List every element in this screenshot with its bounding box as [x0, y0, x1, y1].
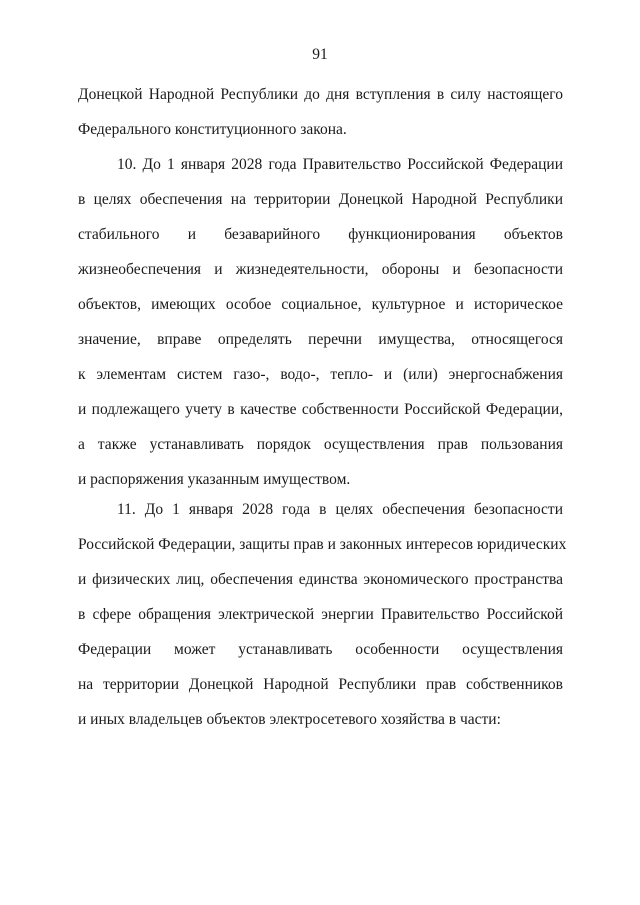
paragraph-item-10 [78, 156, 563, 506]
text-line: Федерального конституционного закона. [78, 121, 347, 138]
text-line: и физических лиц, обеспечения единства экономического пространства [78, 571, 563, 588]
paragraph-continuation [78, 86, 563, 156]
text-line: Федерации может устанавливать особенности осуществления [78, 641, 563, 658]
text-line: значение, вправе определять перечни имущества, относящегося [78, 331, 563, 348]
text-line: в сфере обращения электрической энергии Правительство Российской [78, 606, 563, 623]
text-line: в целях обеспечения на территории Донецкой Народной Республики [78, 191, 563, 208]
text-line: объектов, имеющих особое социальное, культурное и историческое [78, 296, 563, 313]
text-line: 11. До 1 января 2028 года в целях обеспечения безопасности [117, 501, 563, 518]
text-line: а также устанавливать порядок осуществления прав пользования [78, 436, 563, 453]
paragraph-item-11 [78, 501, 567, 746]
text-line: и подлежащего учету в качестве собственности Российской Федерации, [78, 401, 563, 418]
text-line: на территории Донецкой Народной Республики прав собственников [78, 676, 563, 693]
page-number: 91 [312, 46, 328, 63]
text-line: Российской Федерации, защиты прав и законных интересов юридических [78, 536, 567, 553]
text-line: 10. До 1 января 2028 года Правительство Российской Федерации [117, 156, 563, 173]
text-line: Донецкой Народной Республики до дня вступления в силу настоящего [78, 86, 563, 103]
text-line: и распоряжения указанным имуществом. [78, 471, 351, 488]
text-line: к элементам систем газо-, водо-, тепло- и (или) энергоснабжения [78, 366, 563, 383]
text-line: и иных владельцев объектов электросетевого хозяйства в части: [78, 711, 501, 728]
text-line: стабильного и безаварийного функционирования объектов [78, 226, 563, 243]
text-line: жизнеобеспечения и жизнедеятельности, обороны и безопасности [78, 261, 563, 278]
